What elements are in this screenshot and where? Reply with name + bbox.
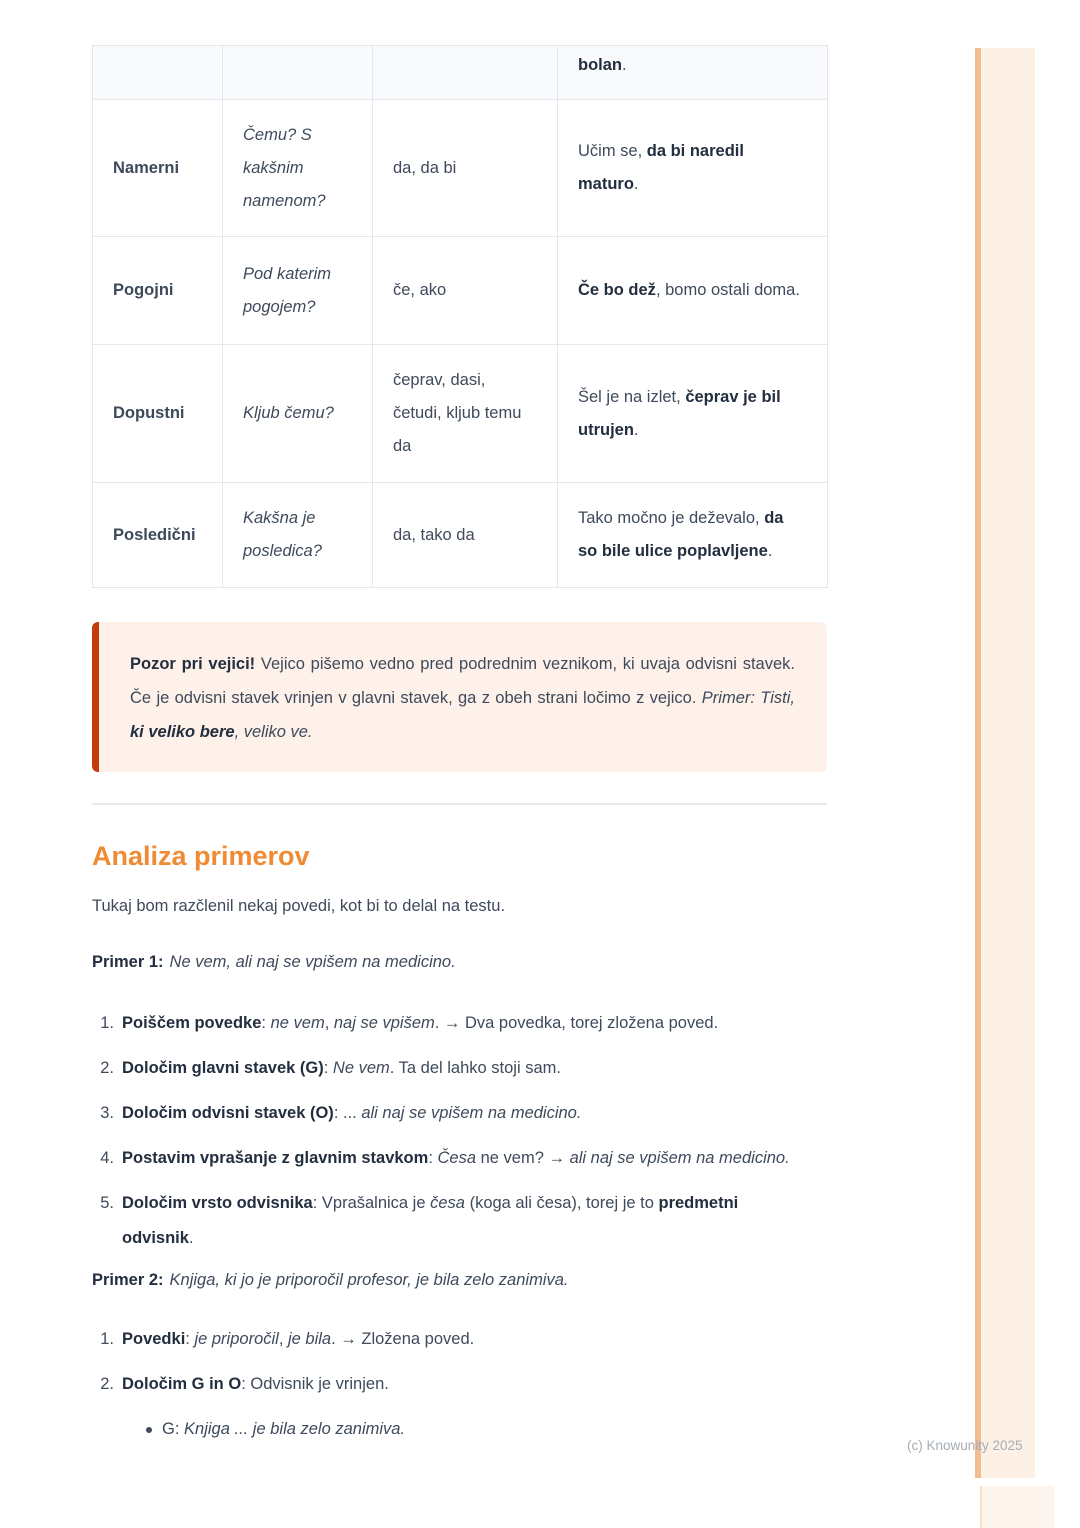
step-text: Določim vrsto odvisnika: Vprašalnica je česa (koga ali česa), torej je to predmetni odvisnik.: [122, 1194, 739, 1247]
sub-item-text: G: Knjiga ... je bila zelo zanimiva.: [162, 1420, 406, 1438]
table-row-posledicni: [93, 483, 828, 588]
cell-type: Pogojni: [93, 237, 223, 345]
cell-conjunctions: čeprav, dasi, četudi, kljub temu da: [373, 345, 558, 483]
step-number: 3.: [100, 1104, 114, 1122]
example2-steps: [92, 1322, 827, 1402]
table-row-namerni: [93, 100, 828, 237]
cell-question: [223, 46, 373, 100]
step-number: 2.: [100, 1375, 114, 1393]
step-number: 1.: [100, 1014, 114, 1032]
step-item: [92, 1141, 827, 1176]
step-text: Določim glavni stavek (G): Ne vem. Ta del lahko stoji sam.: [122, 1059, 561, 1077]
step-item: [92, 1367, 827, 1402]
example1-label: Primer 1:: [92, 953, 164, 971]
cell-question: Kljub čemu?: [223, 345, 373, 483]
cell-conjunctions: če, ako: [373, 237, 558, 345]
example1-steps: [92, 1006, 827, 1256]
sub-list-item: [92, 1412, 827, 1447]
step-text: Postavim vprašanje z glavnim stavkom: Česa ne vem? → ali naj se vpišem na medicino.: [122, 1149, 790, 1167]
cell-conjunctions: da, da bi: [373, 100, 558, 237]
example2-line: [92, 1268, 827, 1292]
step-item: [92, 1186, 827, 1256]
section-intro: Tukaj bom razčlenil nekaj povedi, kot bi to delal na testu.: [92, 897, 506, 915]
step-number: 1.: [100, 1330, 114, 1348]
step-item: [92, 1096, 827, 1131]
cell-type: Namerni: [93, 100, 223, 237]
step-text: Povedki: je priporočil, je bila. → Zložena poved.: [122, 1330, 475, 1348]
cell-type: [93, 46, 223, 100]
cell-example: bolan.: [558, 46, 828, 100]
dependent-clause-table: [92, 45, 828, 588]
example2-sub-list: [92, 1412, 827, 1447]
section-heading: Analiza primerov: [92, 841, 310, 871]
next-page-edge-strip: [980, 1486, 1054, 1528]
comma-warning-callout: [92, 622, 827, 772]
cell-question: Pod katerim pogojem?: [223, 237, 373, 345]
step-text: Poiščem povedke: ne vem, naj se vpišem. → Dva povedka, torej zložena poved.: [122, 1014, 719, 1032]
step-number: 4.: [100, 1149, 114, 1167]
bullet-icon: [146, 1427, 152, 1433]
step-text: Določim G in O: Odvisnik je vrinjen.: [122, 1375, 389, 1393]
cell-question: Čemu? S kakšnim namenom?: [223, 100, 373, 237]
copyright-watermark: (c) Knowunity 2025: [907, 1438, 1023, 1453]
cell-example: Šel je na izlet, čeprav je bil utrujen.: [558, 345, 828, 483]
example2-sentence: Knjiga, ki jo je priporočil profesor, je bila zelo zanimiva.: [169, 1271, 569, 1289]
step-item: [92, 1322, 827, 1357]
content-column: [92, 45, 827, 1447]
step-item: [92, 1006, 827, 1041]
cell-example: Učim se, da bi naredil maturo.: [558, 100, 828, 237]
table-row-pogojni: [93, 237, 828, 345]
callout-text: Pozor pri vejici! Vejico pišemo vedno pred podrednim veznikom, ki uvaja odvisni stavek. Če je odvisni stavek vrinjen v glavni stavek, ga z obeh strani ločimo z vejico. Primer: Tisti, ki veliko bere, veliko ve.: [130, 655, 795, 741]
cell-example: Tako močno je deževalo, da so bile ulice poplavljene.: [558, 483, 828, 588]
step-text: Določim odvisni stavek (O): ... ali naj se vpišem na medicino.: [122, 1104, 582, 1122]
example2-label: Primer 2:: [92, 1271, 164, 1289]
table-row-partial: [93, 46, 828, 100]
cell-conjunctions: da, tako da: [373, 483, 558, 588]
table-row-dopustni: [93, 345, 828, 483]
step-number: 2.: [100, 1059, 114, 1077]
cell-type: Dopustni: [93, 345, 223, 483]
cell-conjunctions: [373, 46, 558, 100]
page-edge-strip: [975, 48, 1035, 1478]
cell-question: Kakšna je posledica?: [223, 483, 373, 588]
section-divider: [92, 803, 827, 805]
cell-example: Če bo dež, bomo ostali doma.: [558, 237, 828, 345]
example1-line: [92, 950, 827, 974]
cell-type: Posledični: [93, 483, 223, 588]
step-item: [92, 1051, 827, 1086]
example1-sentence: Ne vem, ali naj se vpišem na medicino.: [169, 953, 456, 971]
step-number: 5.: [100, 1194, 114, 1212]
